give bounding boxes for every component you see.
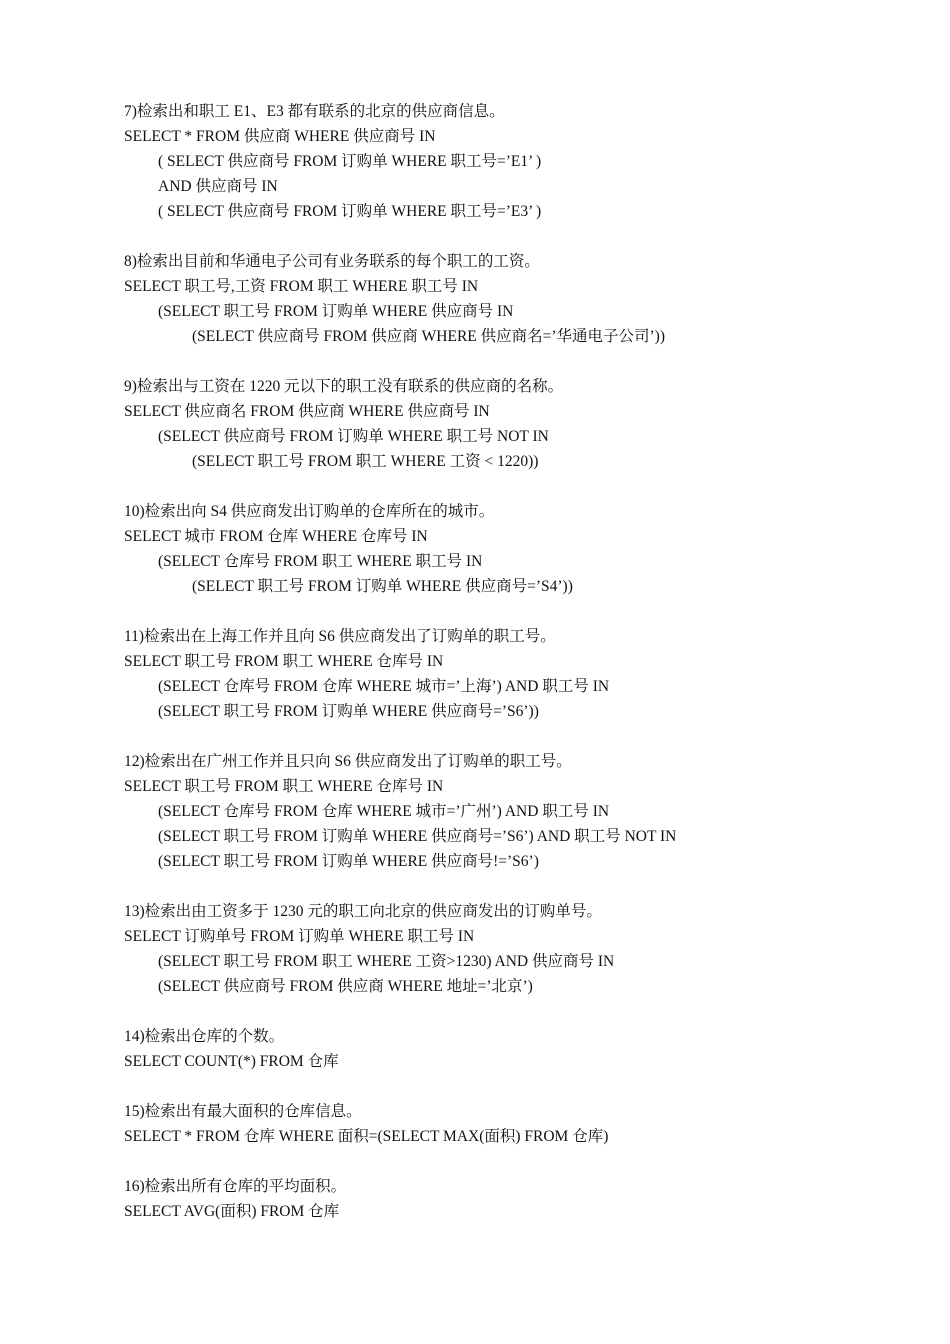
paragraph-spacer [124,224,904,249]
sql-line: (SELECT 职工号 FROM 职工 WHERE 工资>1230) AND 供应商号 IN [158,953,615,970]
section-heading: 14)检索出仓库的个数。 [124,1028,285,1045]
section-heading: 8)检索出目前和华通电子公司有业务联系的每个职工的工资。 [124,253,540,270]
sql-line: (SELECT 职工号 FROM 订购单 WHERE 供应商号 IN [158,303,514,320]
sql-line: (SELECT 供应商号 FROM 供应商 WHERE 地址=’北京’) [158,978,533,995]
section-heading: 11)检索出在上海工作并且向 S6 供应商发出了订购单的职工号。 [124,628,556,645]
sql-line: SELECT 订购单号 FROM 订购单 WHERE 职工号 IN [124,928,475,945]
sql-line: (SELECT 仓库号 FROM 仓库 WHERE 城市=’广州’) AND 职工号 IN [158,803,610,820]
sql-line: (SELECT 职工号 FROM 订购单 WHERE 供应商号=’S6’) AND 职工号 NOT IN [158,828,677,845]
section-heading: 16)检索出所有仓库的平均面积。 [124,1178,347,1195]
paragraph-spacer [124,999,904,1024]
sql-line: (SELECT 仓库号 FROM 仓库 WHERE 城市=’上海’) AND 职工号 IN [158,678,610,695]
section-heading: 13)检索出由工资多于 1230 元的职工向北京的供应商发出的订购单号。 [124,903,602,920]
sql-line: (SELECT 职工号 FROM 订购单 WHERE 供应商号=’S6’)) [158,703,539,720]
sql-line: SELECT 职工号 FROM 职工 WHERE 仓库号 IN [124,653,444,670]
sql-line: SELECT 城市 FROM 仓库 WHERE 仓库号 IN [124,528,428,545]
sql-line: ( SELECT 供应商号 FROM 订购单 WHERE 职工号=’E3’ ) [158,203,542,220]
section-heading: 12)检索出在广州工作并且只向 S6 供应商发出了订购单的职工号。 [124,753,572,770]
paragraph-spacer [124,874,904,899]
paragraph-spacer [124,349,904,374]
sql-line: (SELECT 职工号 FROM 职工 WHERE 工资 < 1220)) [192,453,539,470]
query-section-14 [124,1024,904,1074]
query-section-13 [124,899,904,999]
query-section-9 [124,374,904,474]
sql-line: ( SELECT 供应商号 FROM 订购单 WHERE 职工号=’E1’ ) [158,153,542,170]
paragraph-spacer [124,1149,904,1174]
paragraph-spacer [124,599,904,624]
sql-line: (SELECT 仓库号 FROM 职工 WHERE 职工号 IN [158,553,483,570]
sql-line: SELECT 职工号,工资 FROM 职工 WHERE 职工号 IN [124,278,479,295]
query-section-8 [124,249,904,349]
sql-line: SELECT AVG(面积) FROM 仓库 [124,1203,340,1220]
section-heading: 10)检索出向 S4 供应商发出订购单的仓库所在的城市。 [124,503,495,520]
query-section-11 [124,624,904,724]
query-section-16 [124,1174,904,1224]
query-section-15 [124,1099,904,1149]
sql-line: SELECT COUNT(*) FROM 仓库 [124,1053,339,1070]
sql-line: (SELECT 供应商号 FROM 订购单 WHERE 职工号 NOT IN [158,428,549,445]
paragraph-spacer [124,1074,904,1099]
sql-line: SELECT * FROM 仓库 WHERE 面积=(SELECT MAX(面积) FROM 仓库) [124,1128,609,1145]
document-content [124,99,904,1224]
section-heading: 15)检索出有最大面积的仓库信息。 [124,1103,362,1120]
paragraph-spacer [124,724,904,749]
query-section-12 [124,749,904,874]
sql-line: AND 供应商号 IN [158,178,278,195]
sql-line: (SELECT 职工号 FROM 订购单 WHERE 供应商号=’S4’)) [192,578,573,595]
sql-line: SELECT * FROM 供应商 WHERE 供应商号 IN [124,128,436,145]
sql-line: (SELECT 供应商号 FROM 供应商 WHERE 供应商名=’华通电子公司’)) [192,328,666,345]
query-section-10 [124,499,904,599]
sql-line: (SELECT 职工号 FROM 订购单 WHERE 供应商号!=’S6’) [158,853,539,870]
section-heading: 9)检索出与工资在 1220 元以下的职工没有联系的供应商的名称。 [124,378,564,395]
sql-line: SELECT 供应商名 FROM 供应商 WHERE 供应商号 IN [124,403,490,420]
sql-line: SELECT 职工号 FROM 职工 WHERE 仓库号 IN [124,778,444,795]
query-section-7 [124,99,904,224]
paragraph-spacer [124,474,904,499]
section-heading: 7)检索出和职工 E1、E3 都有联系的北京的供应商信息。 [124,103,505,120]
